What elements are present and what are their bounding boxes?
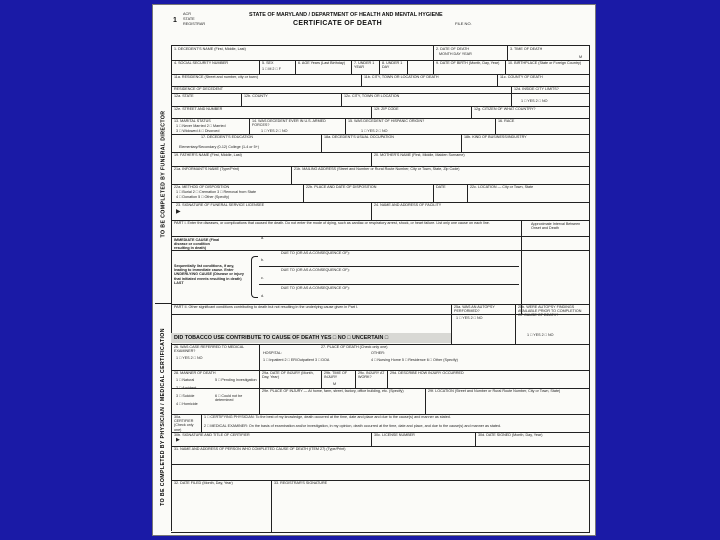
hospital-label: HOSPITAL:	[263, 351, 282, 355]
arrow-icon: ▶	[176, 209, 181, 215]
county-of-death-label: 11c. COUNTY OF DEATH	[500, 75, 543, 79]
cause-line-b: b.	[261, 258, 265, 262]
manner-natural: 1 □ Natural	[176, 378, 195, 382]
autopsy-findings-options: 1 □ YES 2 □ NO	[527, 333, 554, 337]
marital-status-label: 13. MARITAL STATUS	[174, 119, 211, 123]
residence-section-label: RESIDENCE OF DECEDENT	[174, 87, 223, 91]
injury-description-label: 29d. DESCRIBE HOW INJURY OCCURRED	[390, 371, 464, 375]
mother-name-label: 20. MOTHER'S NAME (First, Middle, Maiden Surname)	[374, 153, 465, 157]
medical-examiner-referral-label: 26. WAS CASE REFERRED TO MEDICAL EXAMINER?	[174, 345, 245, 354]
residence-county-label: 12b. COUNTY	[244, 94, 268, 98]
date-of-birth-label: 9. DATE OF BIRTH (Month, Day, Year)	[436, 61, 500, 65]
manner-accident: 2 □ Accident	[176, 386, 197, 390]
date-of-death-parts: MONTH DAY YEAR	[439, 52, 472, 56]
disposition-date-label: DATE	[436, 185, 446, 189]
sex-options: 1 □ M 2 □ F	[262, 67, 282, 71]
street-label: 12e. STREET AND NUMBER	[174, 107, 223, 111]
completer-name-address-label: 31. NAME AND ADDRESS OF PERSON WHO COMPLETED CAUSE OF DEATH (ITEM 27) (Type/Print)	[174, 447, 346, 451]
time-of-injury-label: 29b. TIME OF INJURY	[324, 371, 348, 380]
zip-code-label: 12f. ZIP CODE	[374, 107, 399, 111]
time-of-death-meridiem: M	[579, 55, 583, 59]
facility-label: 24. NAME AND ADDRESS OF FACILITY	[374, 203, 442, 207]
due-to-b: DUE TO (OR AS A CONSEQUENCE OF):	[281, 251, 350, 255]
cause-line-c: c.	[261, 276, 264, 280]
immediate-cause-label: IMMEDIATE CAUSE (Final disease or condition resulting in death)	[174, 238, 220, 251]
city-of-death-label: 11b. CITY, TOWN OR LOCATION OF DEATH	[364, 75, 439, 79]
state-label: STATE	[183, 17, 195, 21]
date-of-injury-label: 29a. DATE OF INJURY (Month, Day, Year)	[262, 371, 314, 380]
autopsy-options: 1 □ YES 2 □ NO	[456, 316, 483, 320]
registrar-number: 1	[173, 17, 177, 24]
autopsy-findings-label: 25b. WERE AUTOPSY FINDINGS AVAILABLE PRIOR TO COMPLETION OF CAUSE OF DEATH?	[518, 305, 582, 318]
cause-bracket	[251, 256, 258, 298]
date-of-death-label: 2. DATE OF DEATH	[436, 47, 470, 51]
other-place-options: 4 □ Nursing Home 5 □ Residence 6 □ Other (Specify)	[371, 358, 458, 362]
under-one-day-label: 8. UNDER 1 DAY	[382, 61, 403, 70]
mailing-address-label: 21b. MAILING ADDRESS (Street and Number or Rural Route Number, City or Town, State, Zip Code)	[294, 167, 460, 171]
disposition-place-label: 22b. PLACE AND DATE OF DISPOSITION	[306, 185, 377, 189]
cause-line-a: a.	[261, 236, 265, 240]
armed-forces-options: 1 □ YES 2 □ NO	[261, 129, 288, 133]
medical-certification-section-label: TO BE COMPLETED BY PHYSICIAN / MEDICAL CERTIFICATION	[160, 328, 166, 506]
disposition-location-label: 22c. LOCATION — City or Town, State	[470, 185, 534, 189]
certifying-physician-option: 1 □ CERTIFYING PHYSICIAN: To the best of my knowledge, death occurred at the time, date and place and due to the cause(s) and manner as stated.	[204, 415, 451, 419]
certifier-label: 30a. CERTIFIER (Check only one)	[174, 415, 194, 432]
marital-options-1: 1 □ Never Married 2 □ Married	[176, 124, 226, 128]
due-to-c: DUE TO (OR AS A CONSEQUENCE OF):	[281, 268, 350, 272]
manner-pending: 5 □ Pending Investigation	[215, 378, 257, 382]
place-of-death-label: 27. PLACE OF DEATH (Check only one)	[321, 345, 388, 349]
form-title: CERTIFICATE OF DEATH	[293, 20, 382, 27]
date-filed-label: 32. DATE FILED (Month, Day, Year)	[174, 481, 233, 485]
interval-label: Approximate Interval Between Onset and Death	[531, 222, 581, 231]
hispanic-origin-label: 15. WAS DECEDENT OF HISPANIC ORIGIN?	[348, 119, 425, 123]
registrar-label: REGISTRAR	[183, 22, 206, 26]
state-department-title: STATE OF MARYLAND / DEPARTMENT OF HEALTH AND MENTAL HYGIENE	[249, 12, 443, 18]
acr-label: ACR	[183, 12, 192, 16]
occupation-label: 18a. DECEDENT'S USUAL OCCUPATION	[324, 135, 394, 139]
certificate-form	[171, 45, 590, 533]
disposition-options-2: 4 □ Donation 5 □ Other (Specify)	[176, 195, 230, 199]
marital-options-2: 3 □ Widowed 4 □ Divorced	[176, 129, 220, 133]
sex-label: 5. SEX	[262, 61, 274, 65]
other-place-label: OTHER:	[371, 351, 385, 355]
father-name-label: 19. FATHER'S NAME (First, Middle, Last)	[174, 153, 242, 157]
manner-homicide: 4 □ Homicide	[176, 402, 198, 406]
education-label: 17. DECEDENT'S EDUCATION	[201, 135, 254, 139]
referral-options: 1 □ YES 2 □ NO	[176, 356, 203, 360]
injury-location-label: 29f. LOCATION (Street and Number or Rural Route Number, City or Town, State)	[428, 389, 561, 393]
decedent-name-label: 1. DECEDENT'S NAME (First, Middle, Last)	[174, 47, 246, 51]
inside-city-limits-label: 12d. INSIDE CITY LIMITS?	[514, 87, 559, 91]
birthplace-label: 10. BIRTHPLACE (State or Foreign Country)	[508, 61, 582, 65]
date-signed-label: 30d. DATE SIGNED (Month, Day, Year)	[478, 433, 543, 437]
education-options: Elementary/Secondary (0-12) College (1-4 or 5+)	[179, 145, 260, 149]
cause-line-d: d.	[261, 294, 265, 298]
file-number-label: FILE NO.	[455, 21, 472, 26]
part-one-instructions: PART I. Enter the diseases, or complications that caused the death. Do not enter the mode of dying, such as cardiac or respiratory arrest, shock, or heart failure. List only one cause on each line.	[174, 221, 490, 225]
manner-suicide: 3 □ Suicide	[176, 394, 195, 398]
hospital-options: 1 □ Inpatient 2 □ ER/Outpatient 3 □ DOA	[263, 358, 330, 362]
time-of-death-label: 3. TIME OF DEATH	[510, 47, 543, 51]
place-of-injury-label: 29e. PLACE OF INJURY — At home, farm, street, factory, office building, etc. (Specify)	[262, 389, 404, 393]
inside-city-limits-options: 1 □ YES 2 □ NO	[521, 99, 548, 103]
manner-undetermined: 6 □ Could not be determined	[215, 394, 243, 403]
disposition-options-1: 1 □ Burial 2 □ Cremation 3 □ Removal from State	[176, 190, 257, 194]
part-two-label: PART II. Other significant conditions contributing to death but not resulting in the underlying cause given in Part I.	[174, 305, 359, 309]
residence-city-label: 12c. CITY, TOWN OR LOCATION	[344, 94, 400, 98]
licensee-signature-label: 23. SIGNATURE OF FUNERAL SERVICE LICENSEE	[176, 203, 265, 207]
race-label: 16. RACE	[498, 119, 515, 123]
medical-examiner-option: 2 □ MEDICAL EXAMINER: On the basis of examination and/or investigation, in my opinion, death occurred at the time, date and place, and due to the cause(s) and manner as stated.	[204, 424, 502, 428]
sequential-conditions-label: Sequentially list conditions, if any, leading to immediate cause. Enter UNDERLYING CAUSE (Disease or injury that initiated events resulting in death) LAST	[174, 264, 244, 285]
citizen-label: 12g. CITIZEN OF WHAT COUNTRY?	[474, 107, 536, 111]
certificate-page	[153, 5, 595, 535]
certificate-header	[171, 11, 591, 45]
time-of-injury-meridiem: M	[333, 382, 337, 386]
due-to-d: DUE TO (OR AS A CONSEQUENCE OF):	[281, 286, 350, 290]
informant-name-label: 21a. INFORMANT'S NAME (Type/Print)	[174, 167, 240, 171]
tobacco-question: DID TOBACCO USE CONTRIBUTE TO CAUSE OF DEATH YES □ NO □ UNCERTAIN □	[174, 335, 389, 341]
autopsy-label: 25a. WAS AN AUTOPSY PERFORMED?	[454, 305, 495, 314]
ssn-label: 4. SOCIAL SECURITY NUMBER	[174, 61, 229, 65]
business-industry-label: 18b. KIND OF BUSINESS/INDUSTRY	[464, 135, 527, 139]
residence-state-label: 12a. STATE	[174, 94, 194, 98]
license-number-label: 30c. LICENSE NUMBER	[374, 433, 415, 437]
hispanic-origin-options: 1 □ YES 2 □ NO	[361, 129, 388, 133]
injury-at-work-label: 29c. INJURY AT WORK?	[358, 371, 385, 380]
under-one-year-label: 7. UNDER 1 YEAR	[354, 61, 375, 70]
registrar-signature-label: 33. REGISTRAR'S SIGNATURE	[274, 481, 328, 485]
certifier-signature-label: 30b. SIGNATURE AND TITLE OF CERTIFIER	[174, 433, 250, 437]
residence-label: 11a. RESIDENCE (Street and number, city or town)	[174, 75, 258, 79]
side-section-labels	[155, 45, 172, 531]
funeral-director-section-label: TO BE COMPLETED BY FUNERAL DIRECTOR	[160, 110, 167, 238]
signature-arrow-icon: ▶	[176, 437, 180, 443]
armed-forces-label: 14. WAS DECEDENT EVER IN U.S. ARMED FORCES?	[252, 119, 326, 128]
disposition-method-label: 22a. METHOD OF DISPOSITION	[174, 185, 230, 189]
age-label: 6. AGE Years (Last Birthday)	[298, 61, 345, 65]
manner-of-death-label: 28. MANNER OF DEATH	[174, 371, 216, 375]
